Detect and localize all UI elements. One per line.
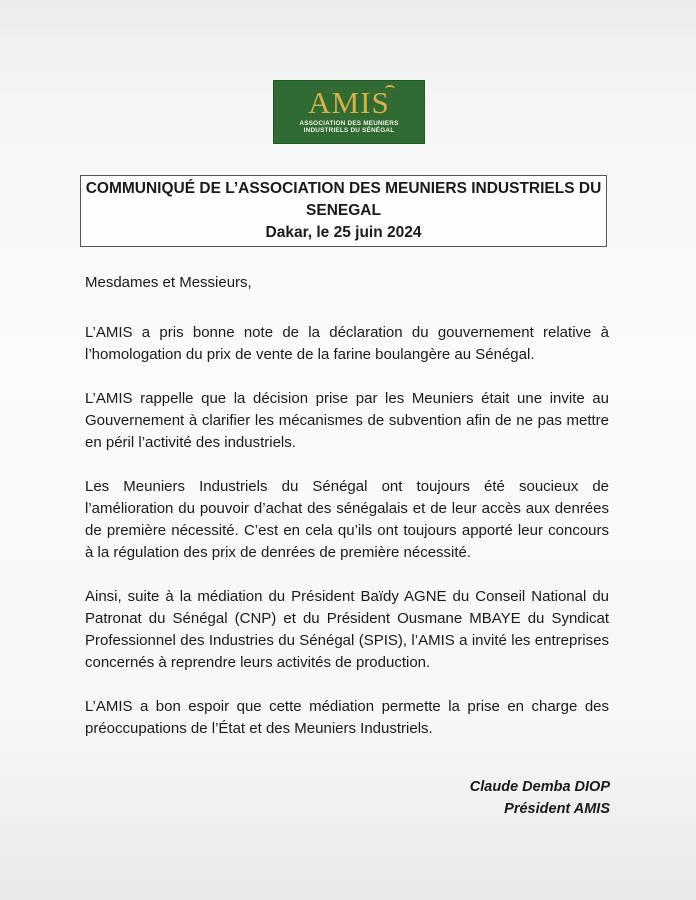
paragraph-5: L’AMIS a bon espoir que cette médiation permette la prise en charge des préoccupations de l’État et des Meuniers Industriels.: [85, 698, 609, 737]
signatory-name: Claude Demba DIOP: [469, 779, 610, 795]
logo-subtitle-line1: ASSOCIATION DES MEUNIERS: [299, 120, 399, 127]
logo-accent-icon: [385, 85, 395, 93]
title-line2: SENEGAL: [306, 202, 381, 219]
logo-mark: [274, 87, 424, 119]
communique-body: [85, 272, 609, 762]
paragraph-3: Les Meuniers Industriels du Sénégal ont toujours été soucieux de l’amélioration du pouvoir d’achat des sénégalais et de leur accès aux denrées de première nécessité. C’est en cela qu’ils ont toujours apporté leur concours à la régulation des prix de denrées de première nécessité.: [85, 478, 609, 561]
signatory-role: Président AMIS: [504, 801, 610, 817]
logo-subtitle-line2: INDUSTRIELS DU SÉNÉGAL: [303, 127, 395, 134]
title-date: Dakar, le 25 juin 2024: [265, 224, 422, 241]
paragraph-4: Ainsi, suite à la médiation du Président Baïdy AGNE du Conseil National du Patronat du Sénégal (CNP) et du Président Ousmane MBAYE du Syndicat Professionnel des Industries du Sénégal (SPIS), l’AMIS a invité les entreprises concernés à reprendre leurs activités de production.: [85, 588, 609, 671]
title-line1: COMMUNIQUÉ DE L’ASSOCIATION DES MEUNIERS INDUSTRIELS DU: [85, 180, 602, 197]
paragraph-1: L’AMIS a pris bonne note de la déclaration du gouvernement relative à l’homologation du prix de vente de la farine boulangère au Sénégal.: [85, 324, 609, 363]
greeting: Mesdames et Messieurs,: [85, 274, 252, 291]
signature-block: [470, 776, 610, 820]
amis-logo: [273, 80, 425, 144]
communique-title-box: [80, 175, 607, 247]
paragraph-2: L’AMIS rappelle que la décision prise par les Meuniers était une invite au Gouvernement à clarifier les mécanismes de subvention afin de ne pas mettre en péril l’activité des industriels.: [85, 390, 609, 451]
logo-mark-text: AMIS: [308, 85, 390, 120]
